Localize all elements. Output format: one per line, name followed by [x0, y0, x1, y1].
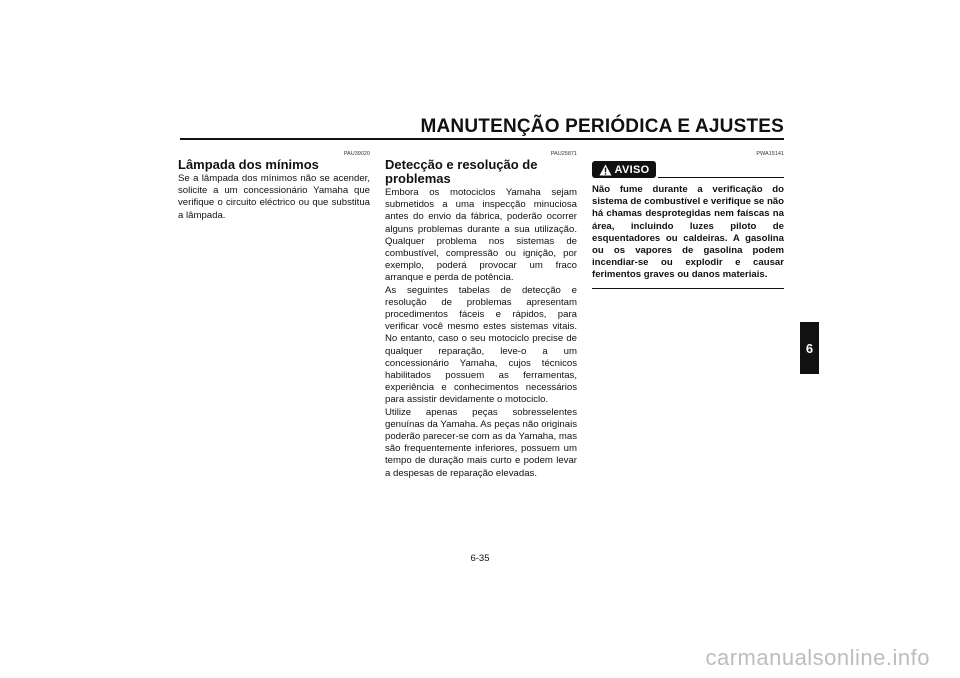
- section-warning: [592, 150, 784, 289]
- warning-bottom-rule: [592, 288, 784, 289]
- paragraph: Embora os motociclos Yamaha sejam submetidos a uma inspecção minuciosa antes do envio da fábrica, poderão ocorrer alguns problemas durante a sua utilização. Qualquer problema nos sistemas de combustível, compressão ou ignição, por exemplo, poderá provocar um fraco arranque e perda de potência.: [385, 187, 577, 284]
- section-code: PAU25871: [550, 151, 577, 157]
- page-header-title: MANUTENÇÃO PERIÓDICA E AJUSTES: [420, 116, 784, 137]
- section-heading: Lâmpada dos mínimos: [178, 157, 319, 172]
- paragraph: As seguintes tabelas de detecção e resolução de problemas apresentam procedimentos fáceis e rápidos, para verificar você mesmo estes sistemas vitais. No entanto, caso o seu motociclo precise de qualquer reparação, leve-o a um concessionário Yamaha, cujos técnicos habilitados possuem as ferramentas, experiência e conhecimentos necessários para assistir devidamente o motociclo.: [385, 284, 577, 406]
- warning-badge: [592, 161, 656, 178]
- section-code: PAU39020: [343, 151, 370, 157]
- chapter-tab: 6: [800, 322, 819, 374]
- section-troubleshooting: [385, 150, 577, 480]
- section-code: PWA15141: [756, 151, 784, 157]
- warning-text: Não fume durante a verificação do sistema de combustível e verifique se não há chamas desprotegidas nem faíscas na área, incluindo luzes piloto de esquentadores ou caldeiras. A gasolina ou os vapores de gasolina podem incendiar-se ou explodir e causar ferimentos graves ou danos materiais.: [592, 184, 784, 281]
- paragraph: Utilize apenas peças sobresselentes genuínas da Yamaha. As peças não originais poderão parecer-se com as da Yamaha, mas são frequentemente inferiores, possuem um tempo de duração mais curto e podem levar a despesas de reparação elevadas.: [385, 406, 577, 479]
- section-body: Se a lâmpada dos mínimos não se acender, solicite a um concessionário Yamaha que verifique o circuito eléctrico ou que substitua a lâmpada.: [178, 173, 370, 221]
- watermark: carmanualsonline.info: [705, 645, 930, 670]
- warning-triangle-icon: [599, 164, 612, 176]
- warning-header: [592, 161, 784, 178]
- header-rule: [180, 138, 784, 140]
- warning-label: AVISO: [614, 163, 650, 176]
- section-parking-light: [178, 150, 370, 222]
- warning-rule: [658, 177, 784, 178]
- page-number: 6-35: [470, 553, 490, 564]
- section-heading: Detecção e resolução de problemas: [385, 157, 538, 186]
